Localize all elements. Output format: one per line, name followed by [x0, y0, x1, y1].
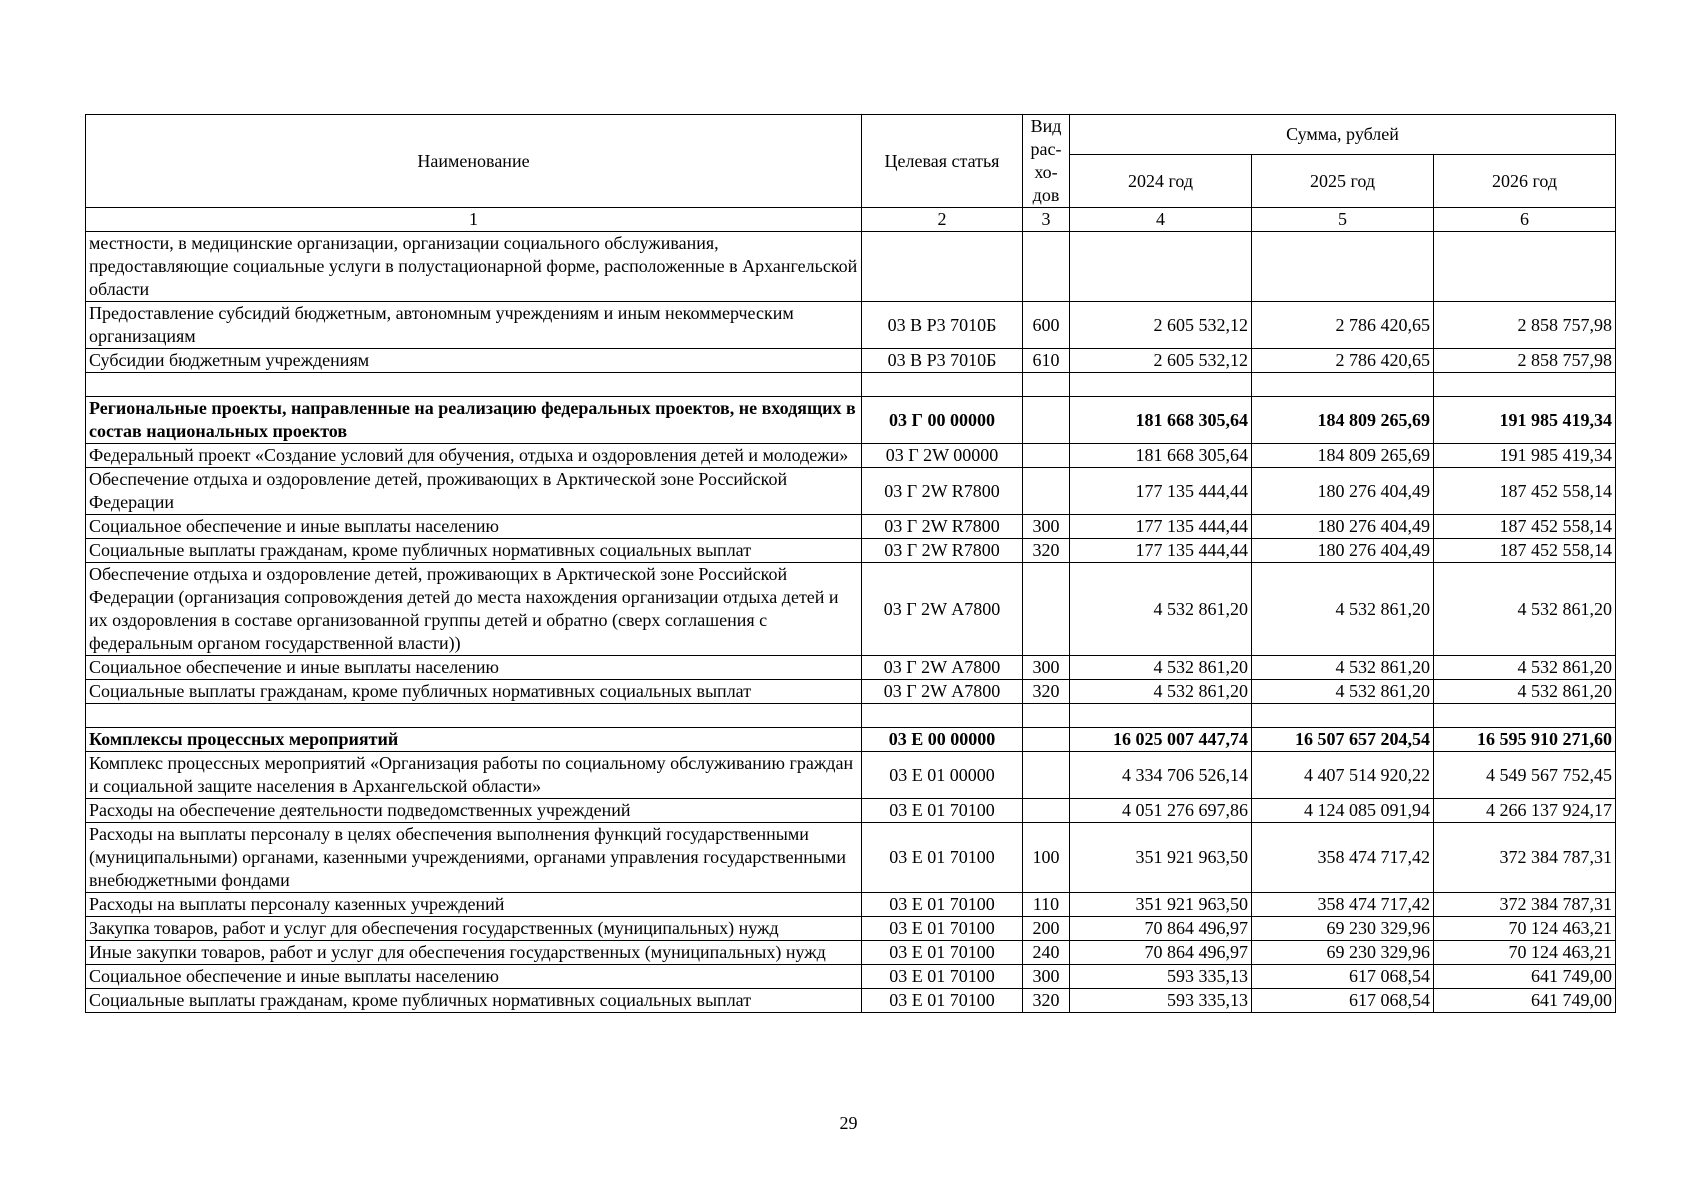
- table-row: [86, 965, 1616, 989]
- row-value-2026: [1434, 232, 1616, 302]
- row-value-2024: 70 864 496,97: [1070, 917, 1252, 941]
- row-vid: 240: [1023, 941, 1070, 965]
- row-code: 03 Г 2W R7800: [862, 539, 1023, 563]
- row-vid: [1023, 799, 1070, 823]
- table-row: [86, 917, 1616, 941]
- row-value-2024: 4 532 861,20: [1070, 563, 1252, 656]
- row-name: Субсидии бюджетным учреждениям: [86, 349, 862, 373]
- empty-cell: [1434, 373, 1616, 397]
- row-name: Обеспечение отдыха и оздоровление детей, проживающих в Арктической зоне Российской Федерации (организация сопровождения детей до места нахождения организации отдыха детей и их оздоровления в составе организованной группы детей и обратно (сверх соглашения с федеральным органом государственной власти)): [86, 563, 862, 656]
- row-value-2025: [1252, 232, 1434, 302]
- empty-cell: [1070, 373, 1252, 397]
- row-code: 03 Е 01 70100: [862, 941, 1023, 965]
- row-value-2026: 16 595 910 271,60: [1434, 728, 1616, 752]
- row-value-2025: 4 532 861,20: [1252, 680, 1434, 704]
- table-row: [86, 728, 1616, 752]
- page-number: 29: [839, 1113, 858, 1133]
- row-code: 03 Г 2W А7800: [862, 656, 1023, 680]
- row-vid: 300: [1023, 515, 1070, 539]
- row-value-2026: 2 858 757,98: [1434, 349, 1616, 373]
- row-name: Комплексы процессных мероприятий: [86, 728, 862, 752]
- row-name: Федеральный проект «Создание условий для обучения, отдыха и оздоровления детей и молодежи»: [86, 444, 862, 468]
- row-value-2026: 4 266 137 924,17: [1434, 799, 1616, 823]
- row-value-2025: 180 276 404,49: [1252, 515, 1434, 539]
- spacer-row: [86, 704, 1616, 728]
- row-vid: [1023, 728, 1070, 752]
- row-name: Расходы на выплаты персоналу казенных учреждений: [86, 893, 862, 917]
- row-value-2026: 372 384 787,31: [1434, 823, 1616, 893]
- row-value-2024: 4 334 706 526,14: [1070, 752, 1252, 799]
- row-vid: [1023, 232, 1070, 302]
- row-value-2024: 351 921 963,50: [1070, 823, 1252, 893]
- row-value-2025: 358 474 717,42: [1252, 823, 1434, 893]
- table-row: [86, 397, 1616, 444]
- table-row: [86, 823, 1616, 893]
- row-value-2024: 177 135 444,44: [1070, 515, 1252, 539]
- table-row: [86, 752, 1616, 799]
- row-name: Региональные проекты, направленные на реализацию федеральных проектов, не входящих в состав национальных проектов: [86, 397, 862, 444]
- spacer-row: [86, 373, 1616, 397]
- empty-cell: [862, 373, 1023, 397]
- row-code: 03 Г 2W А7800: [862, 563, 1023, 656]
- row-name: Социальные выплаты гражданам, кроме публичных нормативных социальных выплат: [86, 680, 862, 704]
- row-value-2026: 4 532 861,20: [1434, 563, 1616, 656]
- table-row: [86, 941, 1616, 965]
- row-value-2025: 180 276 404,49: [1252, 539, 1434, 563]
- row-value-2026: 191 985 419,34: [1434, 444, 1616, 468]
- row-value-2025: 617 068,54: [1252, 989, 1434, 1013]
- row-name: Социальное обеспечение и иные выплаты населению: [86, 656, 862, 680]
- table-row: [86, 515, 1616, 539]
- row-value-2026: 187 452 558,14: [1434, 468, 1616, 515]
- row-vid: [1023, 444, 1070, 468]
- row-value-2024: 4 532 861,20: [1070, 680, 1252, 704]
- row-value-2025: 184 809 265,69: [1252, 397, 1434, 444]
- row-name: Закупка товаров, работ и услуг для обеспечения государственных (муниципальных) нужд: [86, 917, 862, 941]
- header-sum: Сумма, рублей: [1070, 115, 1616, 155]
- row-name: местности, в медицинские организации, организации социального обслуживания, предоставляющие социальные услуги в полустационарной форме, расположенные в Архангельской области: [86, 232, 862, 302]
- table-row: [86, 302, 1616, 349]
- row-value-2025: 4 124 085 091,94: [1252, 799, 1434, 823]
- budget-table: [85, 114, 1616, 1013]
- row-value-2025: 184 809 265,69: [1252, 444, 1434, 468]
- row-name: Комплекс процессных мероприятий «Организация работы по социальному обслуживанию граждан и социальной защите населения в Архангельской области»: [86, 752, 862, 799]
- header-year-2024: 2024 год: [1070, 155, 1252, 208]
- header-vid: Вид рас- хо- дов: [1023, 115, 1070, 208]
- row-value-2024: [1070, 232, 1252, 302]
- table-row: [86, 539, 1616, 563]
- row-value-2024: 177 135 444,44: [1070, 468, 1252, 515]
- row-name: Предоставление субсидий бюджетным, автономным учреждениям и иным некоммерческим организациям: [86, 302, 862, 349]
- empty-cell: [1252, 373, 1434, 397]
- row-value-2024: 351 921 963,50: [1070, 893, 1252, 917]
- table-row: [86, 349, 1616, 373]
- row-code: 03 Е 01 70100: [862, 799, 1023, 823]
- header-code: Целевая статья: [862, 115, 1023, 208]
- table-row: [86, 232, 1616, 302]
- row-name: Социальное обеспечение и иные выплаты населению: [86, 515, 862, 539]
- row-vid: 320: [1023, 989, 1070, 1013]
- table-row: [86, 799, 1616, 823]
- row-value-2025: 16 507 657 204,54: [1252, 728, 1434, 752]
- row-vid: 100: [1023, 823, 1070, 893]
- row-value-2026: 4 549 567 752,45: [1434, 752, 1616, 799]
- row-value-2025: 617 068,54: [1252, 965, 1434, 989]
- row-value-2026: 70 124 463,21: [1434, 941, 1616, 965]
- row-name: Социальные выплаты гражданам, кроме публичных нормативных социальных выплат: [86, 539, 862, 563]
- row-value-2025: 4 407 514 920,22: [1252, 752, 1434, 799]
- row-value-2026: 2 858 757,98: [1434, 302, 1616, 349]
- row-value-2025: 2 786 420,65: [1252, 302, 1434, 349]
- header-year-2025: 2025 год: [1252, 155, 1434, 208]
- row-code: 03 Е 01 00000: [862, 752, 1023, 799]
- table-row: [86, 444, 1616, 468]
- row-value-2024: 181 668 305,64: [1070, 397, 1252, 444]
- row-value-2024: 593 335,13: [1070, 989, 1252, 1013]
- column-number-4: 4: [1070, 208, 1252, 232]
- row-code: 03 Г 2W R7800: [862, 515, 1023, 539]
- header-name: Наименование: [86, 115, 862, 208]
- row-name: Социальное обеспечение и иные выплаты населению: [86, 965, 862, 989]
- row-value-2024: 181 668 305,64: [1070, 444, 1252, 468]
- row-code: 03 Г 00 00000: [862, 397, 1023, 444]
- row-vid: 110: [1023, 893, 1070, 917]
- empty-cell: [1070, 704, 1252, 728]
- empty-cell: [1023, 373, 1070, 397]
- row-value-2026: 187 452 558,14: [1434, 539, 1616, 563]
- row-vid: [1023, 563, 1070, 656]
- column-number-6: 6: [1434, 208, 1616, 232]
- row-value-2026: 4 532 861,20: [1434, 680, 1616, 704]
- table-row: [86, 563, 1616, 656]
- row-name: Иные закупки товаров, работ и услуг для обеспечения государственных (муниципальных) нужд: [86, 941, 862, 965]
- row-vid: [1023, 397, 1070, 444]
- column-number-5: 5: [1252, 208, 1434, 232]
- row-code: 03 Г 2W R7800: [862, 468, 1023, 515]
- row-value-2025: 69 230 329,96: [1252, 917, 1434, 941]
- row-value-2025: 358 474 717,42: [1252, 893, 1434, 917]
- row-vid: 320: [1023, 680, 1070, 704]
- row-vid: 610: [1023, 349, 1070, 373]
- row-name: Обеспечение отдыха и оздоровление детей, проживающих в Арктической зоне Российской Федерации: [86, 468, 862, 515]
- row-vid: 300: [1023, 656, 1070, 680]
- row-value-2024: 4 051 276 697,86: [1070, 799, 1252, 823]
- row-value-2026: 372 384 787,31: [1434, 893, 1616, 917]
- row-vid: [1023, 468, 1070, 515]
- empty-cell: [1252, 704, 1434, 728]
- row-value-2026: 187 452 558,14: [1434, 515, 1616, 539]
- row-value-2026: 70 124 463,21: [1434, 917, 1616, 941]
- row-value-2024: 2 605 532,12: [1070, 302, 1252, 349]
- empty-cell: [86, 373, 862, 397]
- row-value-2025: 2 786 420,65: [1252, 349, 1434, 373]
- table-row: [86, 656, 1616, 680]
- row-code: 03 Е 01 70100: [862, 989, 1023, 1013]
- row-value-2024: 177 135 444,44: [1070, 539, 1252, 563]
- row-name: Социальные выплаты гражданам, кроме публичных нормативных социальных выплат: [86, 989, 862, 1013]
- column-number-1: 1: [86, 208, 862, 232]
- empty-cell: [862, 704, 1023, 728]
- empty-cell: [1023, 704, 1070, 728]
- row-value-2025: 4 532 861,20: [1252, 656, 1434, 680]
- row-code: 03 В Р3 7010Б: [862, 349, 1023, 373]
- row-code: 03 Г 2W А7800: [862, 680, 1023, 704]
- row-value-2025: 180 276 404,49: [1252, 468, 1434, 515]
- row-value-2025: 69 230 329,96: [1252, 941, 1434, 965]
- row-code: 03 Г 2W 00000: [862, 444, 1023, 468]
- table-row: [86, 680, 1616, 704]
- row-code: 03 Е 00 00000: [862, 728, 1023, 752]
- table-row: [86, 468, 1616, 515]
- column-number-2: 2: [862, 208, 1023, 232]
- row-code: 03 В Р3 7010Б: [862, 302, 1023, 349]
- empty-cell: [1434, 704, 1616, 728]
- header-year-2026: 2026 год: [1434, 155, 1616, 208]
- row-value-2024: 4 532 861,20: [1070, 656, 1252, 680]
- row-name: Расходы на обеспечение деятельности подведомственных учреждений: [86, 799, 862, 823]
- row-vid: 600: [1023, 302, 1070, 349]
- column-number-3: 3: [1023, 208, 1070, 232]
- row-code: 03 Е 01 70100: [862, 917, 1023, 941]
- row-vid: 320: [1023, 539, 1070, 563]
- empty-cell: [86, 704, 862, 728]
- row-value-2024: 70 864 496,97: [1070, 941, 1252, 965]
- row-vid: 200: [1023, 917, 1070, 941]
- row-value-2026: 191 985 419,34: [1434, 397, 1616, 444]
- row-vid: [1023, 752, 1070, 799]
- row-code: 03 Е 01 70100: [862, 823, 1023, 893]
- row-code: [862, 232, 1023, 302]
- row-value-2024: 2 605 532,12: [1070, 349, 1252, 373]
- row-value-2024: 16 025 007 447,74: [1070, 728, 1252, 752]
- table-row: [86, 989, 1616, 1013]
- row-name: Расходы на выплаты персоналу в целях обеспечения выполнения функций государственными (муниципальными) органами, казенными учреждениями, органами управления государственными внебюджетными фондами: [86, 823, 862, 893]
- row-value-2025: 4 532 861,20: [1252, 563, 1434, 656]
- row-value-2026: 641 749,00: [1434, 989, 1616, 1013]
- table-row: [86, 893, 1616, 917]
- row-value-2026: 4 532 861,20: [1434, 656, 1616, 680]
- row-code: 03 Е 01 70100: [862, 965, 1023, 989]
- row-value-2024: 593 335,13: [1070, 965, 1252, 989]
- row-value-2026: 641 749,00: [1434, 965, 1616, 989]
- row-vid: 300: [1023, 965, 1070, 989]
- row-code: 03 Е 01 70100: [862, 893, 1023, 917]
